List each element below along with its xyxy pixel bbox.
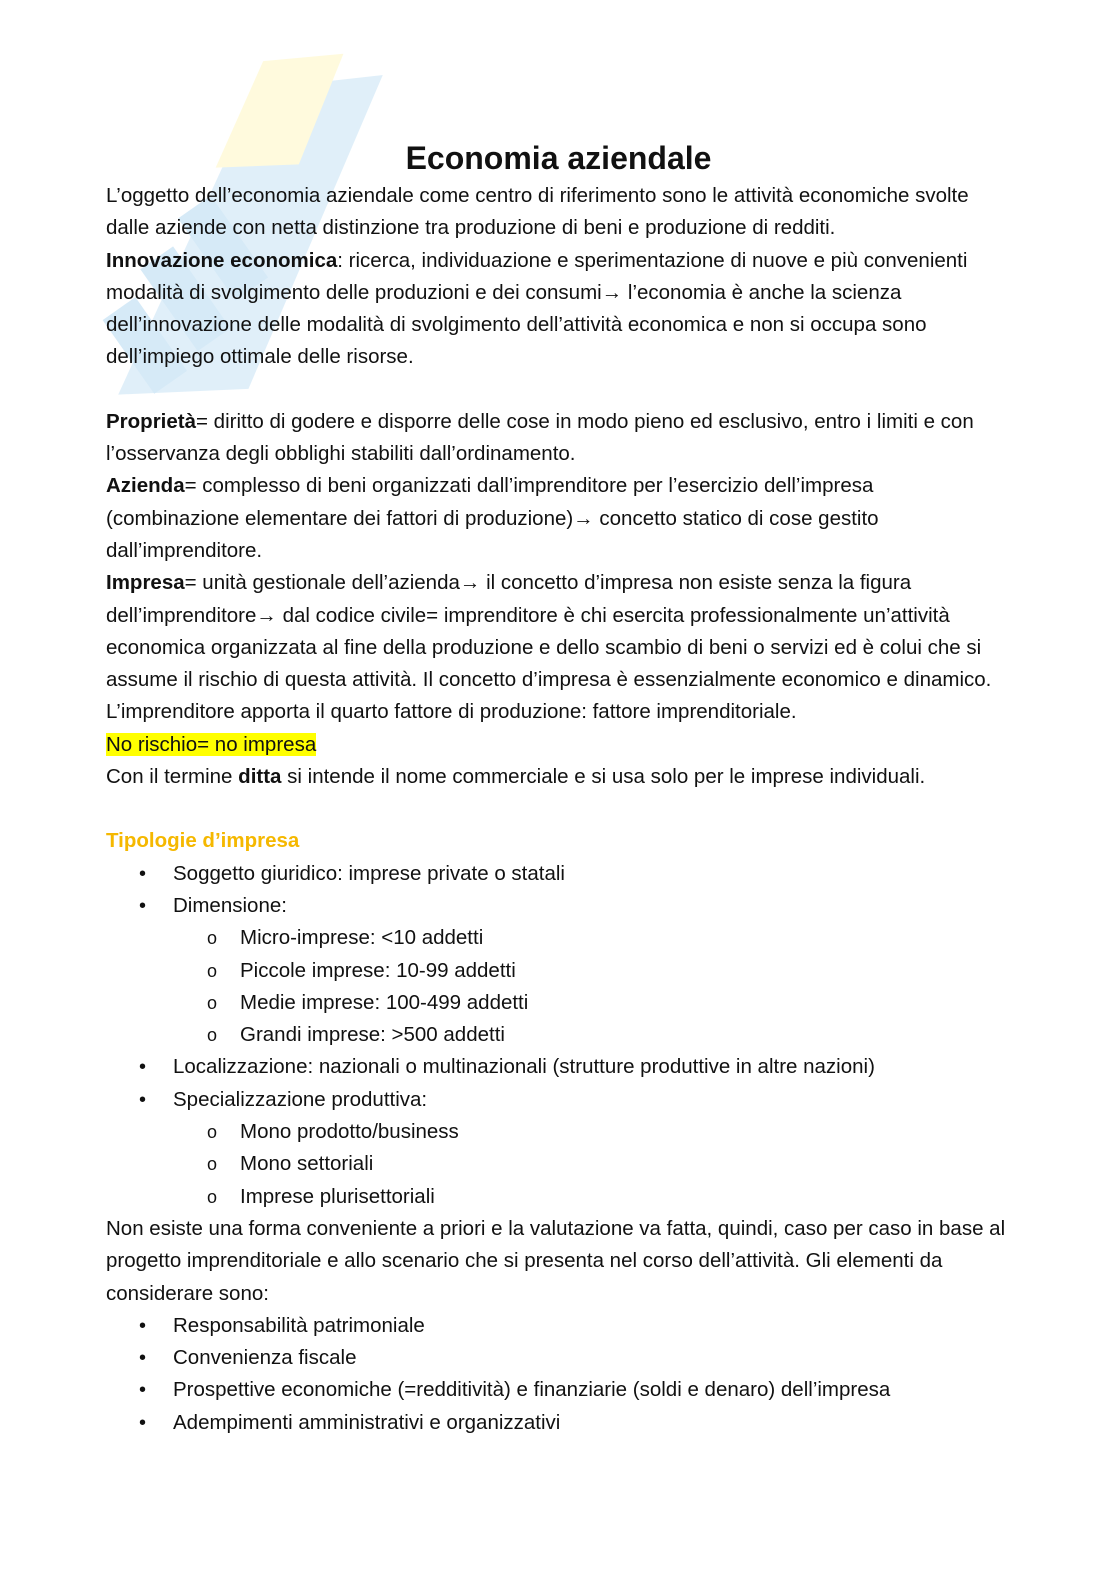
proprieta-paragraph (106, 406, 1011, 471)
sublist-item: o Mono settoriali (106, 1148, 1011, 1180)
intro-paragraph: L’oggetto dell’economia aziendale come centro di riferimento sono le attività economiche svolte dalle aziende con netta distinzione tra produzione di beni e produzione di redditi. (106, 184, 969, 240)
innovazione-paragraph (106, 245, 1011, 374)
specializzazione-sublist (173, 1116, 1011, 1213)
list-item (106, 890, 1011, 1051)
impresa-text: = unità gestionale dell’azienda→ il concetto d’impresa non esiste senza la figura dell’imprenditore→ dal codice civile= imprenditore è chi esercita professionalmente un’attività economica organizzata al fine della produzione e dello scambio di beni o servizi ed è colui che si assume il rischio di questa attività. Il concetto d’impresa è essenzialmente economico e dinamico. L’imprenditore apporta il quarto fattore di produzione: fattore imprenditoriale. (106, 571, 992, 724)
impresa-term: Impresa (106, 571, 185, 595)
document-page (106, 136, 1011, 1439)
azienda-term: Azienda (106, 474, 185, 498)
impresa-paragraph (106, 567, 1011, 728)
innovazione-term: Innovazione economica (106, 248, 338, 272)
page-title: Economia aziendale (405, 140, 712, 176)
innovazione-text: : ricerca, individuazione e sperimentazione di nuove e più convenienti modalità di svolgimento delle produzioni e dei consumi→ l’economia è anche la scienza dell’innovazione delle modalità di svolgimento dell’attività economica e non si occupa sono dell’impiego ottimale delle risorse. (106, 248, 968, 369)
sublist-item: o Medie imprese: 100-499 addetti (106, 987, 1011, 1019)
proprieta-term: Proprietà (106, 409, 196, 433)
list-item-label: Specializzazione produttiva: (173, 1087, 428, 1111)
sublist-item: o Mono prodotto/business (106, 1116, 1011, 1148)
azienda-text: = complesso di beni organizzati dall’imprenditore per l’esercizio dell’impresa (combinazione elementare dei fattori di produzione)→ concetto statico di cose gestito dall’imprenditore. (106, 474, 879, 562)
sublist-item: o Micro-imprese: <10 addetti (106, 922, 1011, 954)
ditta-after: si intende il nome commerciale e si usa solo per le imprese individuali. (281, 765, 926, 789)
list-item: • Prospettive economiche (=redditività) e finanziarie (soldi e denaro) dell’impresa (106, 1374, 1011, 1406)
list-item: • Convenienza fiscale (106, 1342, 1011, 1374)
section-title-tipologie: Tipologie d’impresa (106, 829, 300, 853)
elementi-list (106, 1310, 1011, 1439)
list-item: • Adempimenti amministrativi e organizzativi (106, 1407, 1011, 1439)
tipologie-list (106, 858, 1011, 1213)
spacer (106, 374, 1011, 406)
sublist-item: o Imprese plurisettoriali (106, 1181, 1011, 1213)
sublist-item: o Grandi imprese: >500 addetti (106, 1019, 1011, 1051)
spacer (106, 793, 1011, 825)
list-item-label: Dimensione: (173, 893, 287, 917)
conclusione-paragraph: Non esiste una forma conveniente a priori e la valutazione va fatta, quindi, caso per caso in base al progetto imprenditoriale e allo scenario che si presenta nel corso dell’attività. Gli elementi da considerare sono: (106, 1216, 1006, 1305)
list-item: • Soggetto giuridico: imprese private o statali (106, 858, 1011, 890)
azienda-paragraph (106, 470, 1011, 567)
sublist-item: o Piccole imprese: 10-99 addetti (106, 955, 1011, 987)
proprieta-text: = diritto di godere e disporre delle cose in modo pieno ed esclusivo, entro i limiti e con l’osservanza degli obblighi stabiliti dall’ordinamento. (106, 409, 974, 466)
list-item: • Responsabilità patrimoniale (106, 1310, 1011, 1342)
highlight-line (106, 729, 1011, 761)
ditta-term: ditta (238, 765, 282, 789)
highlighted-text: No rischio= no impresa (106, 732, 317, 756)
ditta-before: Con il termine (106, 765, 239, 789)
ditta-paragraph (106, 761, 1011, 793)
list-item: • Localizzazione: nazionali o multinazionali (strutture produttive in altre nazioni) (106, 1051, 1011, 1083)
list-item (106, 1084, 1011, 1213)
dimensione-sublist (173, 922, 1011, 1051)
